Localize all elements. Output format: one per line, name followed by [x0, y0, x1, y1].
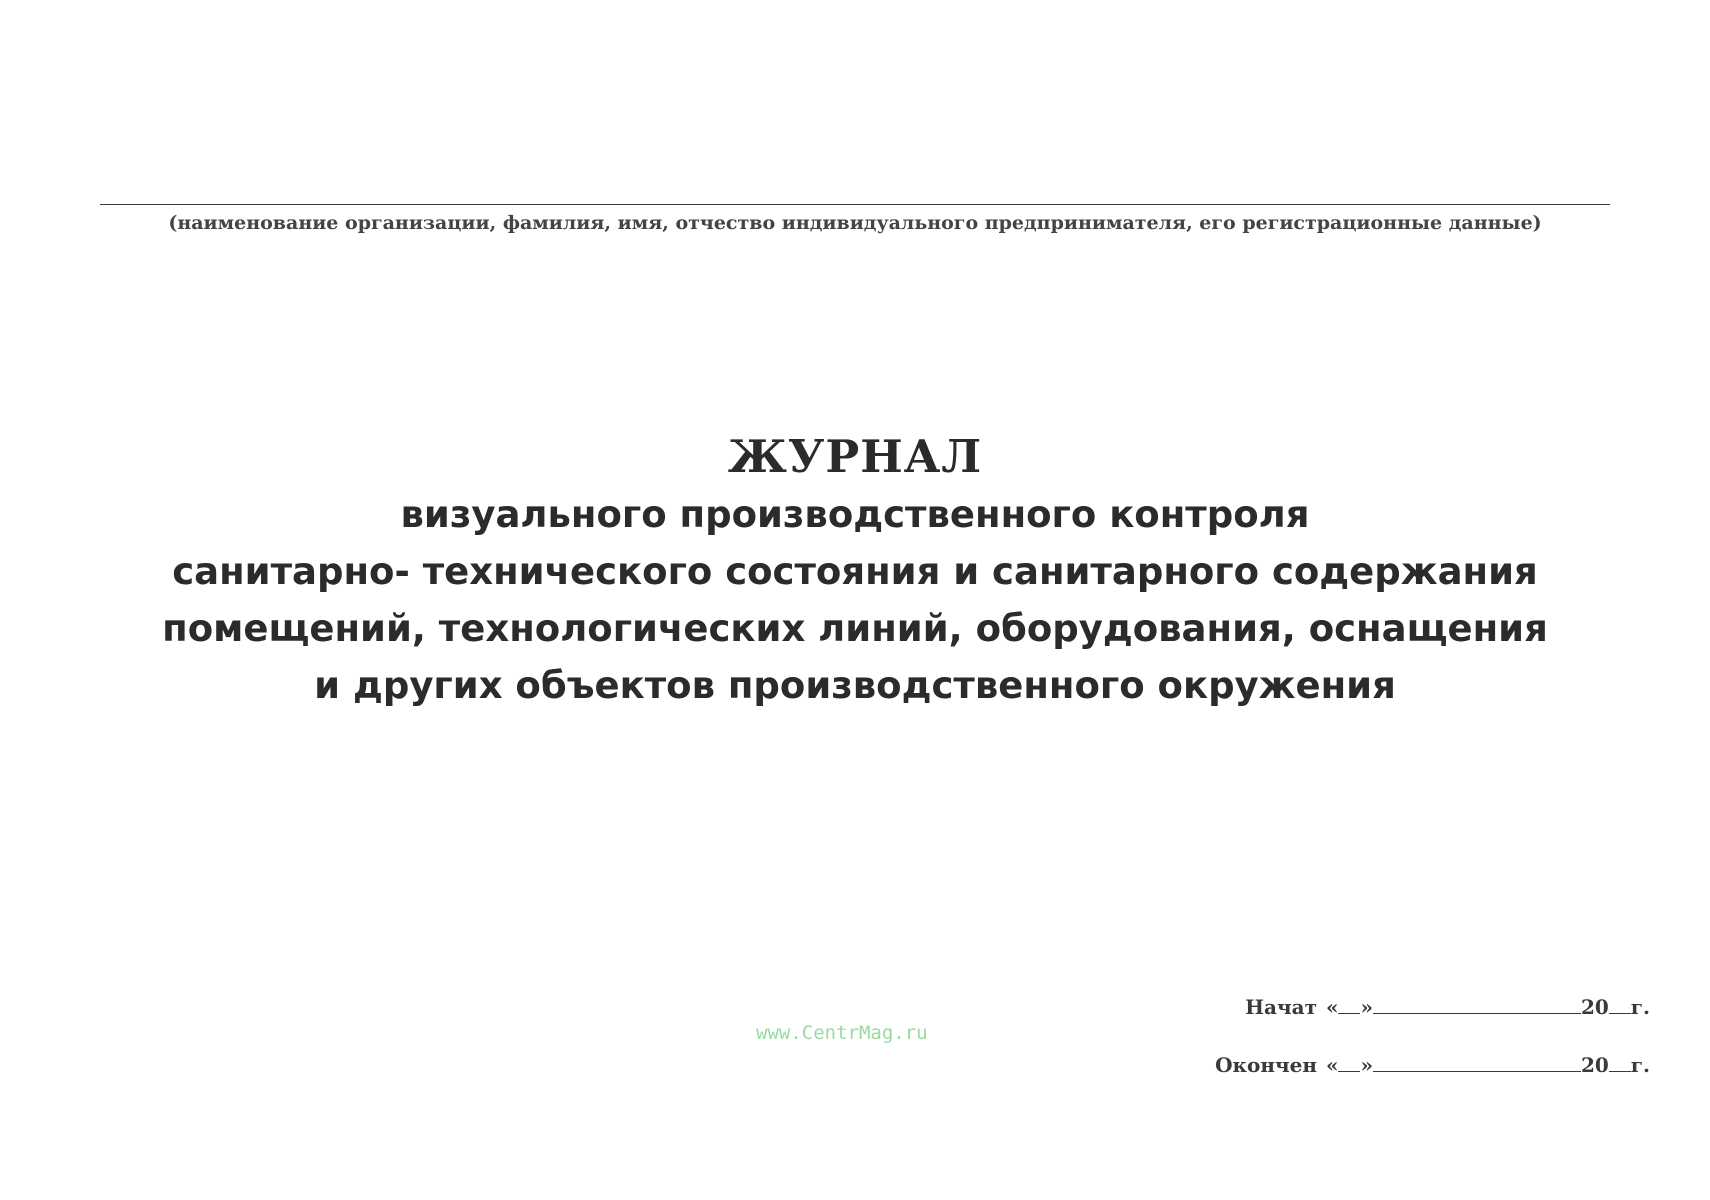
start-day-blank	[1338, 995, 1360, 1014]
title-line-1: визуального производственного контроля	[400, 493, 1310, 536]
year-prefix: 20	[1580, 995, 1609, 1019]
year-suffix: г.	[1630, 995, 1650, 1019]
watermark: www.CentrMag.ru	[756, 1022, 928, 1044]
end-label: Окончен	[1215, 1053, 1317, 1077]
open-quote: «	[1325, 995, 1339, 1019]
title-line-3: помещений, технологических линий, оборудования, оснащения	[162, 607, 1548, 650]
start-label: Начат	[1245, 995, 1317, 1019]
document-title: ЖУРНАЛ	[727, 430, 983, 483]
end-day-blank	[1338, 1053, 1360, 1072]
end-date-field	[1215, 1053, 1650, 1077]
title-line-2: санитарно- технического состояния и санитарного содержания	[172, 550, 1538, 593]
document-title-block	[0, 428, 1710, 714]
year-prefix: 20	[1580, 1053, 1609, 1077]
close-quote: »	[1360, 995, 1373, 1019]
organization-underline	[100, 204, 1610, 205]
end-year-blank	[1609, 1053, 1631, 1072]
year-suffix: г.	[1630, 1053, 1650, 1077]
start-month-blank	[1373, 995, 1581, 1014]
start-year-blank	[1609, 995, 1631, 1014]
close-quote: »	[1360, 1053, 1373, 1077]
start-date-field	[1245, 995, 1650, 1019]
organization-caption: (наименование организации, фамилия, имя, отчество индивидуального предпринимателя, его регистрационные данные)	[168, 212, 1542, 234]
end-month-blank	[1373, 1053, 1581, 1072]
open-quote: «	[1325, 1053, 1339, 1077]
title-line-4: и других объектов производственного окружения	[314, 664, 1396, 707]
